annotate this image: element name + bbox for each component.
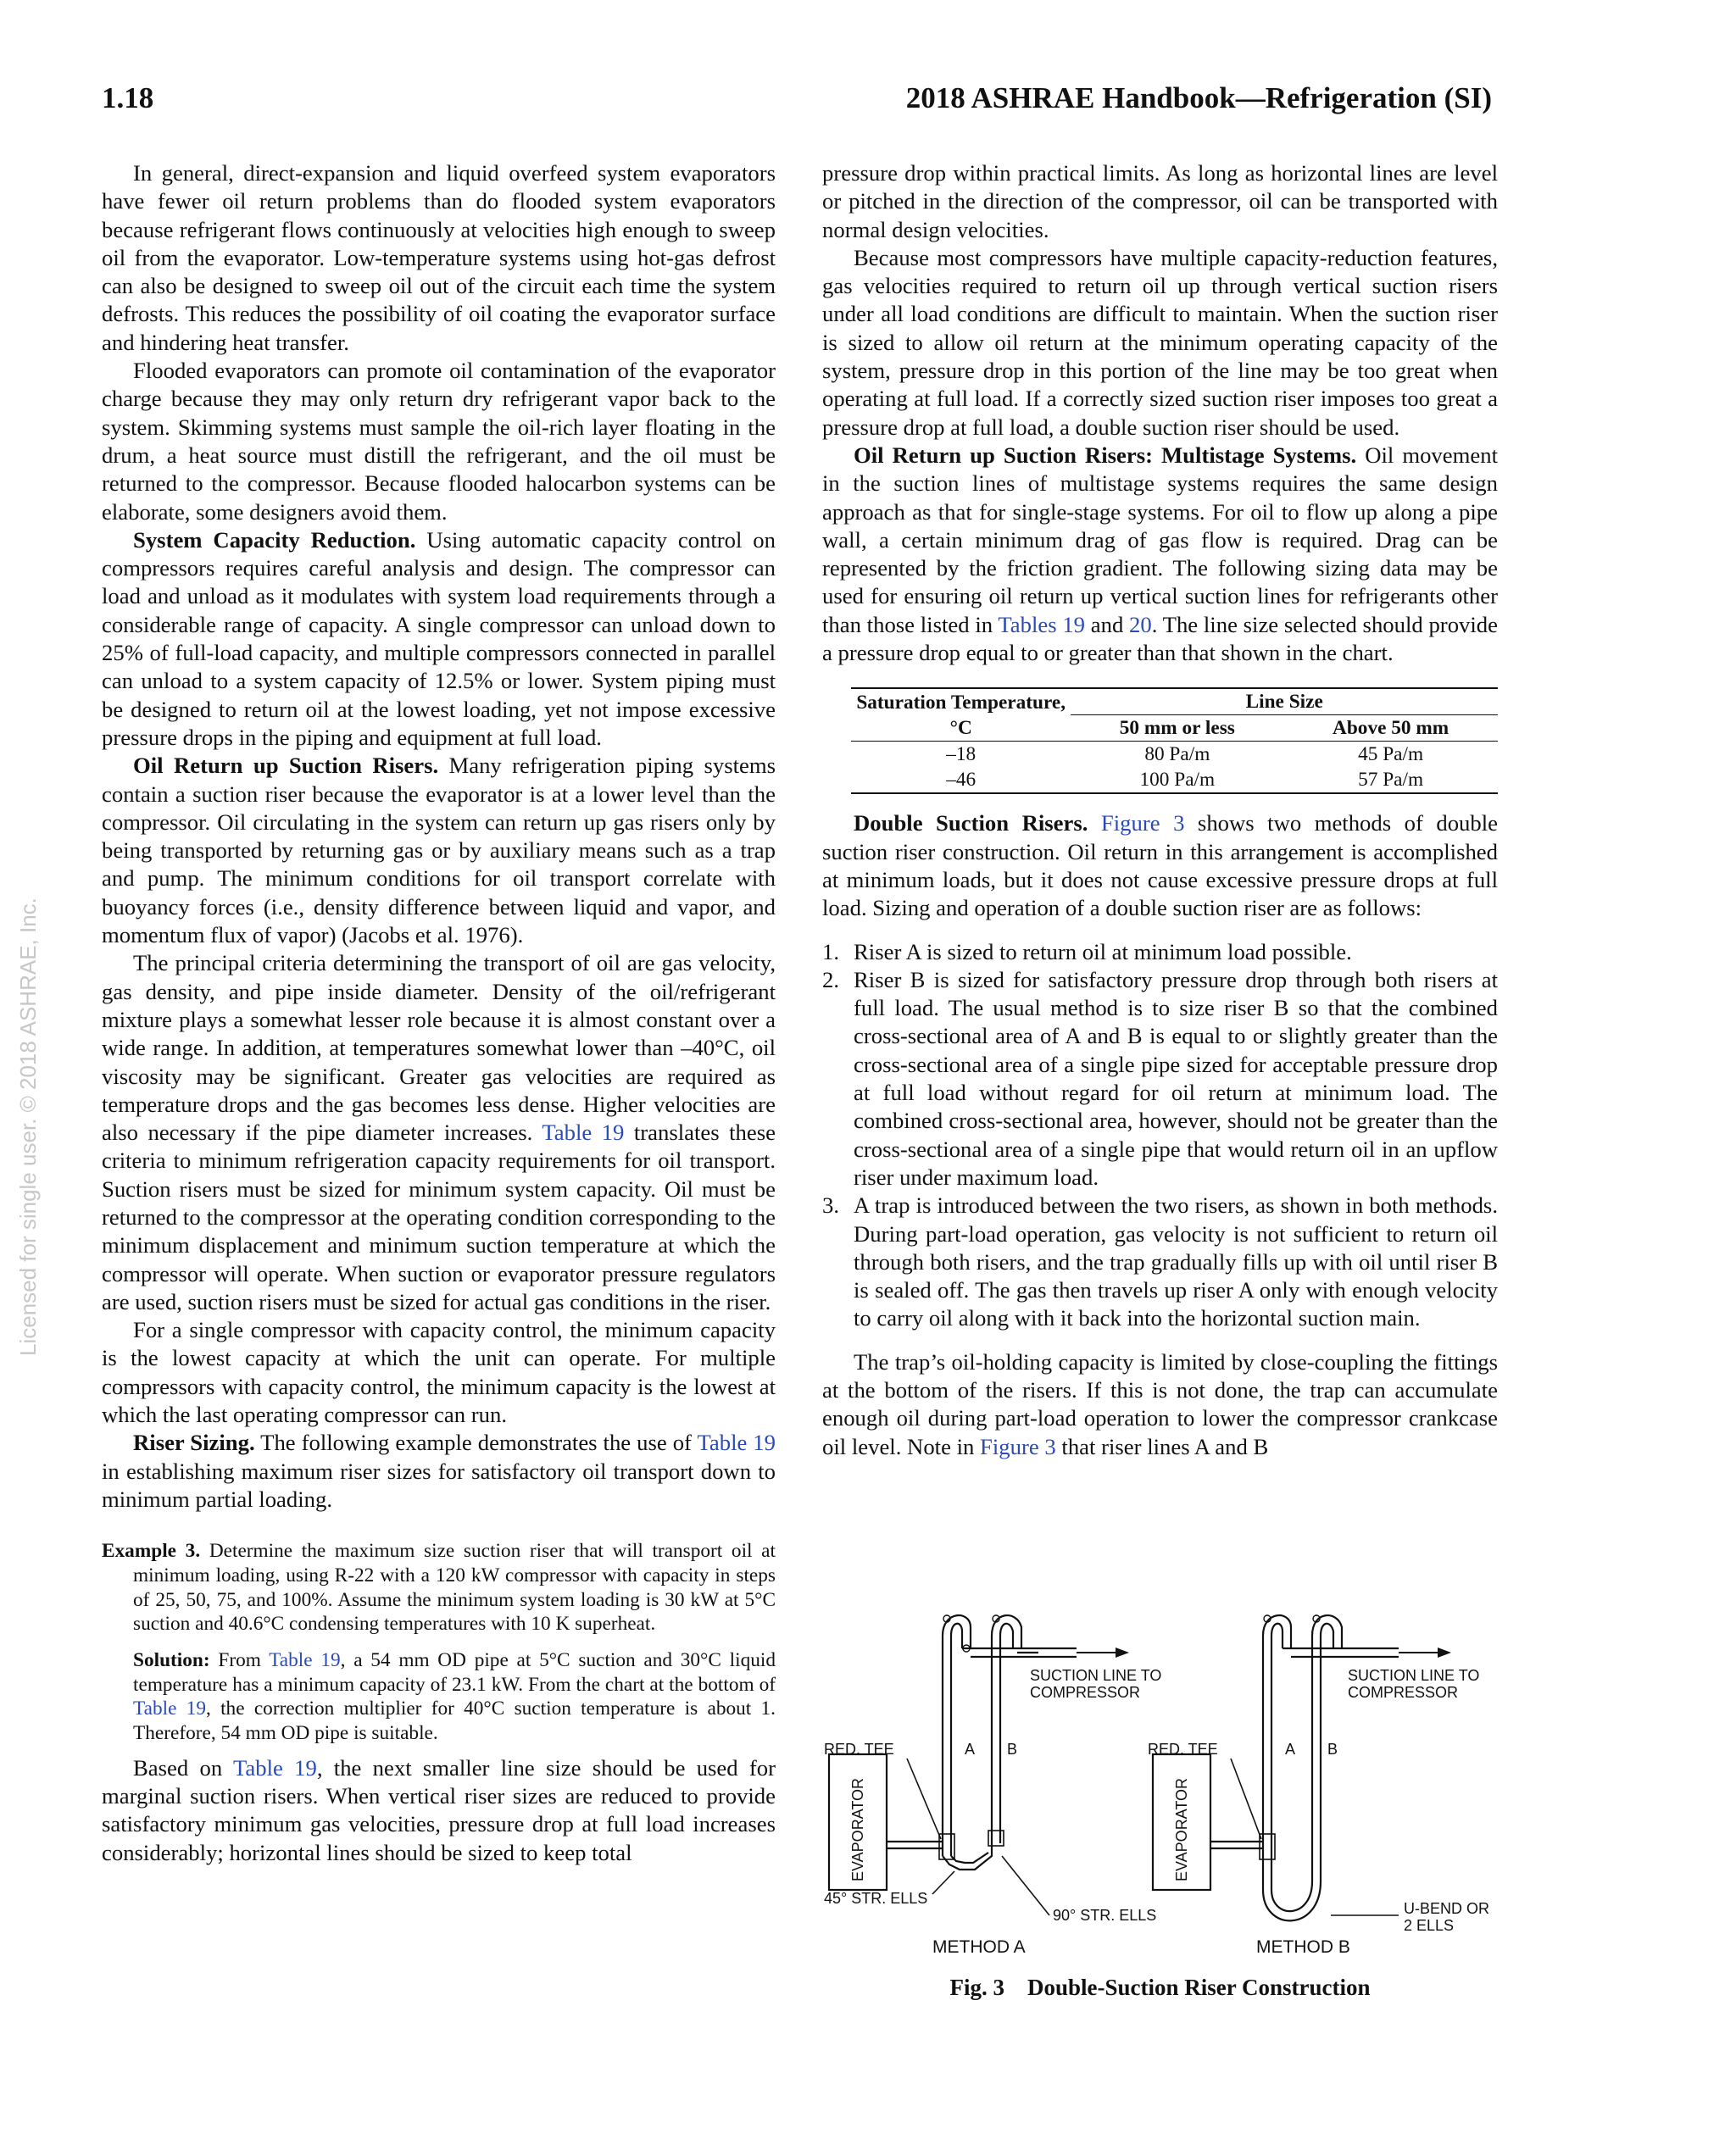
paragraph: Oil Return up Suction Risers: Multistage Systems. Oil movement in the suction lines of multistage systems requires the same design approach as that for single-stage systems. For oil to flow up along a pipe wall, a certain minimum drag of gas flow is required. Drag can be represented by the friction gradient. The following sizing data may be used for ensuring oil return up vertical suction lines for refrigerants other than those listed in Tables 19 and 20. The line size selected should provide a pressure drop equal to or greater than that shown in the chart. [822,442,1498,666]
running-header-title: 2018 ASHRAE Handbook—Refrigeration (SI) [905,81,1492,114]
suction-line-label: COMPRESSOR [1348,1684,1459,1701]
table-row [851,767,1498,793]
table-header-row [851,688,1498,715]
double-suction-riser-drawing [822,1602,1500,1975]
run-in-heading: Riser Sizing. [133,1430,255,1456]
evaporator-label: EVAPORATOR [1173,1777,1190,1881]
riser-b-label: B [1327,1741,1338,1758]
col-header-above-50mm: Above 50 mm [1283,715,1498,742]
table-cell: –46 [851,767,1071,793]
paragraph: Based on Table 19, the next smaller line size should be used for marginal suction risers. When vertical riser sizes are reduced to provide satisfactory minimum gas velocities, pressure drop at full load increases considerably; horizontal lines should be sized to keep total [102,1754,776,1865]
run-in-heading: System Capacity Reduction. [133,526,416,553]
paragraph: For a single compressor with capacity control, the minimum capacity is the lowest capacity at which the unit can operate. For multiple compressors with capacity control, the minimum capacity is the lowest at which the last operating compressor can run. [102,1317,776,1428]
ubend-label: U-BEND OR [1404,1900,1490,1917]
reducing-tee [939,1834,954,1859]
numbered-list [822,938,1498,1333]
table-cell: 57 Pa/m [1283,767,1498,793]
method-a-label: METHOD A [932,1937,1026,1957]
table-row [851,742,1498,768]
figure-caption: Fig. 3 Double-Suction Riser Construction [949,1975,1371,2000]
suction-line-label: SUCTION LINE TO [1348,1667,1480,1684]
table-20-link[interactable]: 20 [1129,611,1152,637]
riser-a-label: A [965,1741,976,1758]
figure-3-link[interactable]: Figure 3 [1100,810,1185,836]
paragraph: Riser Sizing. The following example demonstrates the use of Table 19 in establishing maximum riser sizes for satisfactory oil transport down to minimum partial loading. [102,1430,776,1512]
table-19-link[interactable]: Table 19 [133,1698,206,1720]
table-19-link[interactable]: Table 19 [232,1754,317,1781]
list-item: 3. A trap is introduced between the two risers, as shown in both methods. During part-load operation, gas velocity is not sufficient to return oil through both risers, and the trap gradually fills up with oil until riser B is sealed off. The gas then travels up riser A only with enough velocity to carry oil along with it back into the horizontal suction main. [822,1192,1498,1331]
ubend-label: 2 ELLS [1404,1917,1455,1934]
paragraph: The principal criteria determining the transport of oil are gas velocity, gas density, and pipe inside diameter. Density of the oil/refrigerant mixture plays a somewhat lesser role because it is almost constant over a wide range. In addition, at temperatures somewhat lower than –40°C, oil viscosity may be significant. Greater gas velocities are required as temperature drops and the gas becomes less dense. Higher velocities are also necessary if the pipe diameter increases. Table 19 translates these criteria to minimum refrigeration capacity requirements for oil transport. Suction risers must be sized for minimum system capacity. Oil must be returned to the compressor at the operating condition corresponding to the minimum displacement and minimum suction temperature at which the compressor will operate. When suction or evaporator pressure regulators are used, suction risers must be sized for actual gas conditions in the riser. [102,950,776,1314]
paragraph: System Capacity Reduction. Using automatic capacity control on compressors requires careful analysis and design. The compressor can load and unload as it modulates with system load requirements through a considerable range of capacity. A single compressor can unload down to 25% of full-load capacity, and multiple compressors connected in parallel can unload to a system capacity of 12.5% or lower. System piping must be designed to return oil at the lowest loading, yet not impose excessive pressure drops in the piping and equipment at full load. [102,526,776,750]
list-item: 2. Riser B is sized for satisfactory pressure drop through both risers at full load. The usual method is to size riser B so that the combined cross-sectional area of A and B is equal to or slightly greater than the cross-sectional area of a single pipe sized for acceptable pressure drop at full load without regard for oil return at minimum load. The combined cross-sectional area, however, should not be greater than the cross-sectional area of a single pipe that would return oil in an upflow riser under maximum load. [822,966,1498,1190]
ells-45-label: 45° STR. ELLS [824,1890,928,1907]
paragraph: The trap’s oil-holding capacity is limited by close-coupling the fittings at the bottom of the risers. If this is not done, the trap can accumulate enough oil during part-load operation to lower the compressor crankcase oil level. Note in Figure 3 that riser lines A and B [822,1348,1498,1459]
ells-90-label: 90° STR. ELLS [1053,1907,1157,1924]
paragraph: Oil Return up Suction Risers. Many refrigeration piping systems contain a suction riser because the evaporator is at a lower level than the compressor. Oil circulating in the system can return up gas risers only by being transported by returning gas or by auxiliary means such as a trap and pump. The minimum conditions for oil transport correlate with buoyancy forces (i.e., density difference between liquid and vapor, and momentum flux of vapor) (Jacobs et al. 1976). [102,753,776,948]
method-b-label: METHOD B [1256,1937,1350,1957]
tables-19-link[interactable]: Tables 19 [998,611,1086,637]
col-header-50mm-or-less: 50 mm or less [1071,715,1283,742]
table-cell: 45 Pa/m [1358,743,1424,766]
run-in-heading: Oil Return up Suction Risers. [133,753,439,779]
suction-line-label: COMPRESSOR [1030,1684,1141,1701]
pressure-drop-table [851,687,1498,794]
left-column [102,159,776,1867]
riser-a-label: A [1285,1741,1296,1758]
paragraph: pressure drop within practical limits. As long as horizontal lines are level or pitched in the direction of the compressor, oil can be transported with normal design velocities. [822,160,1498,242]
red-tee-label: RED. TEE [1148,1741,1218,1758]
run-in-heading: Oil Return up Suction Risers: Multistage Systems. [854,442,1357,468]
col-group-line-size: Line Size [1071,688,1498,715]
table-cell: 100 Pa/m [1071,767,1283,793]
example-block [102,1539,776,1746]
paragraph: Double Suction Risers. Figure 3 shows two methods of double suction riser construction. Oil return in this arrangement is accomplished at minimum loads, but it does not cause excessive pressure drops at full load. Sizing and operation of a double suction riser are as follows: [822,810,1498,921]
col-header-saturation: Saturation Temperature, °C [851,688,1071,742]
table-cell: 80 Pa/m [1144,743,1210,766]
reducing-tee [1260,1834,1275,1859]
right-column [822,159,1498,1461]
table-19-link[interactable]: Table 19 [542,1120,625,1146]
license-watermark: Licensed for single user. © 2018 ASHRAE, Inc. [15,897,41,1356]
evaporator-label: EVAPORATOR [849,1777,866,1881]
suction-line-label: SUCTION LINE TO [1030,1667,1162,1684]
table-cell: –18 [946,743,976,766]
paragraph: Because most compressors have multiple capacity-reduction features, gas velocities required to return oil up through vertical suction risers under all load conditions are difficult to maintain. When the suction riser is sized to allow oil return at the minimum operating capacity of the system, pressure drop in this portion of the line may be too great when operating at full load. If a correctly sized suction riser imposes too great a pressure drop at full load, a double suction riser should be used. [822,244,1498,440]
page-number: 1.18 [102,81,154,114]
run-in-heading: Double Suction Risers. [854,810,1088,836]
red-tee-label: RED. TEE [824,1741,894,1758]
example-solution: Solution: From Table 19, a 54 mm OD pipe at 5°C suction and 30°C liquid temperature has a minimum capacity of 23.1 kW. From the chart at the bottom of Table 19, the correction multiplier for 40°C suction temperature is about 1. Therefore, 54 mm OD pipe is suitable. [133,1649,776,1745]
example-statement: Example 3. Determine the maximum size suction riser that will transport oil at minimum loading, using R-22 with a 120 kW compressor with capacity in steps of 25, 50, 75, and 100%. Assume the minimum system loading is 30 kW at 5°C suction and 40.6°C condensing temperatures with 10 K superheat. [102,1540,776,1636]
figure-3-link[interactable]: Figure 3 [980,1433,1056,1459]
figure-3-diagram [822,1602,1500,2000]
riser-b-label: B [1007,1741,1018,1758]
table-19-link[interactable]: Table 19 [697,1430,776,1456]
list-item: 1. Riser A is sized to return oil at minimum load possible. [822,938,1352,964]
paragraph: In general, direct-expansion and liquid overfeed system evaporators have fewer oil return problems than do flooded system evaporators because refrigerant flows continuously at velocities high enough to sweep oil from the evaporator. Low-temperature systems using hot-gas defrost can also be designed to sweep oil out of the circuit each time the system defrosts. This reduces the possibility of oil coating the evaporator surface and hindering heat transfer. [102,160,776,355]
paragraph: Flooded evaporators can promote oil contamination of the evaporator charge because they may only return dry refrigerant vapor back to the system. Skimming systems must sample the oil-rich layer floating in the drum, a heat source must distill the refrigerant, and the oil must be returned to the compressor. Because flooded halocarbon systems can be elaborate, some designers avoid them. [102,358,776,525]
table-19-link[interactable]: Table 19 [269,1649,341,1672]
